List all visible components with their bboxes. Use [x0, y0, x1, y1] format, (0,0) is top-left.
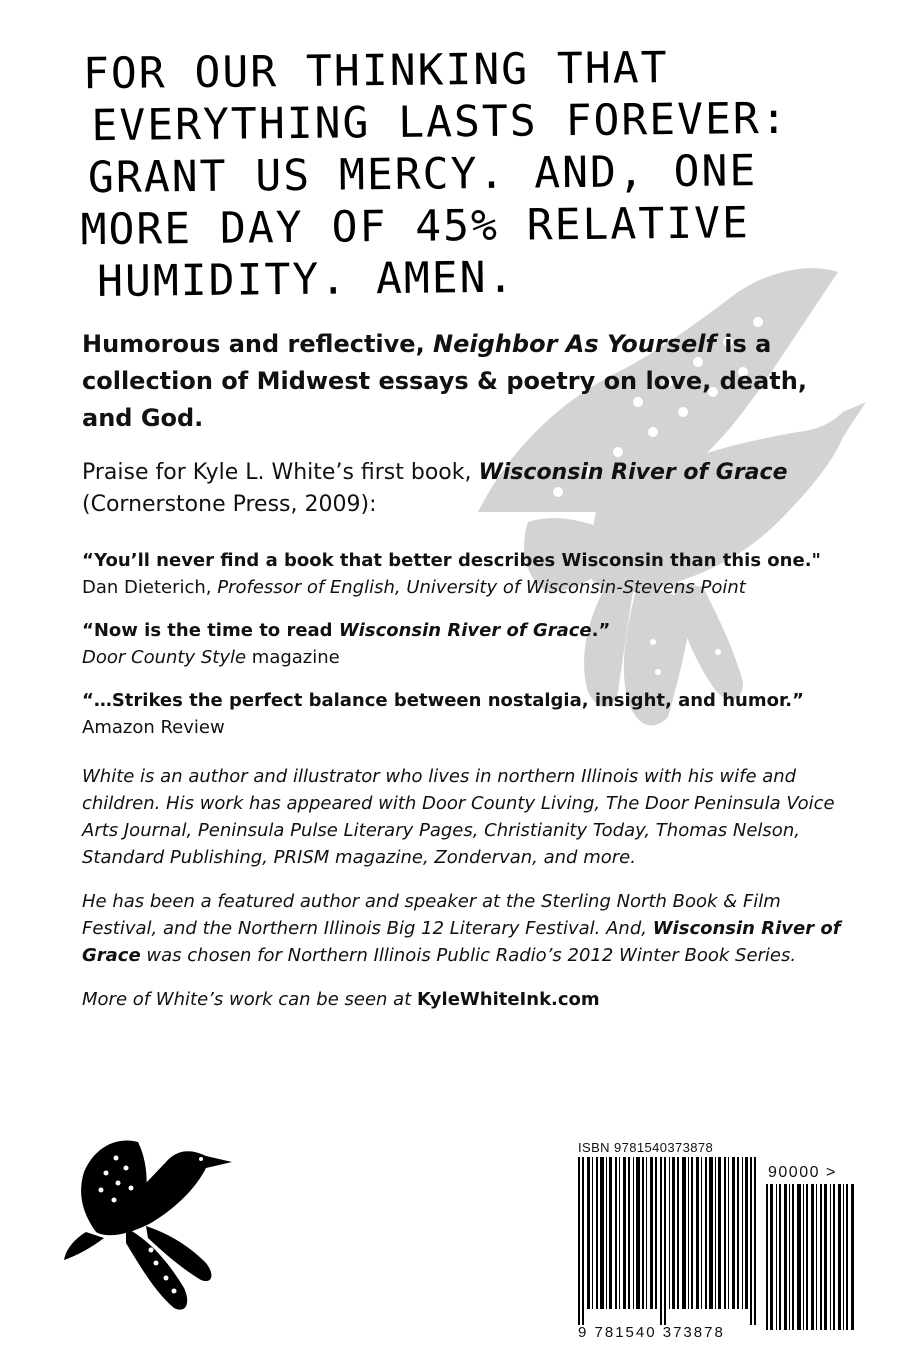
- prayer-line-4: MORE DAY OF 45% RELATIVE: [80, 198, 751, 256]
- ean-bars: [578, 1157, 756, 1325]
- website-link: KyleWhiteInk.com: [417, 989, 600, 1010]
- quote-text: “You’ll never find a book that better describes Wisconsin than this one.": [82, 550, 821, 571]
- quote-attribution: [82, 644, 842, 671]
- book-title: Neighbor As Yourself: [433, 330, 716, 358]
- author-bio: White is an author and illustrator who lives in northern Illinois with his wife and children. His work has appeared with Door County Living, The Door Peninsula Voice Arts Journal, Peninsula Pulse Literary Pages, Christianity Today, Thomas Nelson, Standard Publishing, PRISM magazine, Zondervan, and more.: [82, 766, 835, 868]
- prayer-line-5: HUMIDITY. AMEN.: [96, 252, 516, 308]
- quote-dieterich: [82, 547, 842, 601]
- attribution-role: Professor of English, University of Wisconsin-Stevens Point: [217, 577, 746, 598]
- author-website: [82, 986, 842, 1013]
- publisher-info: (Cornerstone Press, 2009):: [82, 492, 377, 517]
- author-appearances: [82, 888, 842, 969]
- isbn-digits: 9 781540 373878: [578, 1324, 725, 1341]
- quote-amazon: [82, 687, 842, 741]
- price-code: 90000 >: [768, 1164, 837, 1181]
- isbn-label: ISBN 9781540373878: [578, 1140, 714, 1155]
- quote-text: [82, 617, 842, 644]
- first-book-title: Wisconsin River of Grace: [478, 460, 788, 485]
- back-cover-text: [82, 326, 842, 1030]
- book-tagline: [82, 326, 842, 437]
- prayer-line-2: EVERYTHING LASTS FOREVER:: [91, 93, 789, 152]
- quote-text-post: .”: [591, 620, 611, 641]
- prayer-line-1: FOR OUR THINKING THAT: [82, 43, 669, 100]
- quote-attribution: [82, 574, 842, 601]
- quote-text-pre: “Now is the time to read: [82, 620, 339, 641]
- attribution-source: Door County Style: [82, 647, 247, 668]
- praise-intro-text: Praise for Kyle L. White’s first book,: [82, 460, 479, 485]
- appearances-book-title: Wisconsin River of Grace: [82, 918, 841, 966]
- praise-intro: [82, 457, 842, 521]
- appearances-text-end: was chosen for Northern Illinois Public Radio’s 2012 Winter Book Series.: [140, 945, 797, 966]
- quote-attribution: Amazon Review: [82, 717, 225, 738]
- quote-text: “…Strikes the perfect balance between nostalgia, insight, and humor.”: [82, 690, 804, 711]
- quote-door-county: [82, 617, 842, 671]
- quote-book-title: Wisconsin River of Grace: [338, 620, 592, 641]
- isbn-barcode: [578, 1140, 878, 1340]
- price-addon-bars: [766, 1184, 854, 1330]
- prayer-line-3: GRANT US MERCY. AND, ONE: [87, 146, 758, 204]
- website-text: More of White’s work can be seen at: [82, 989, 417, 1010]
- appearances-text: He has been a featured author and speaker at the Sterling North Book & Film Festival, and the Northern Illinois Big 12 Literary Festival. And,: [82, 891, 781, 939]
- tagline-lead: Humorous and reflective,: [82, 330, 434, 358]
- attribution-name: Dan Dieterich,: [82, 577, 218, 598]
- black-bird-illustration: [56, 1128, 240, 1316]
- tagline-rest: is a collection of Midwest essays & poetry on love, death, and God.: [82, 330, 807, 432]
- attribution-suffix: magazine: [246, 647, 340, 668]
